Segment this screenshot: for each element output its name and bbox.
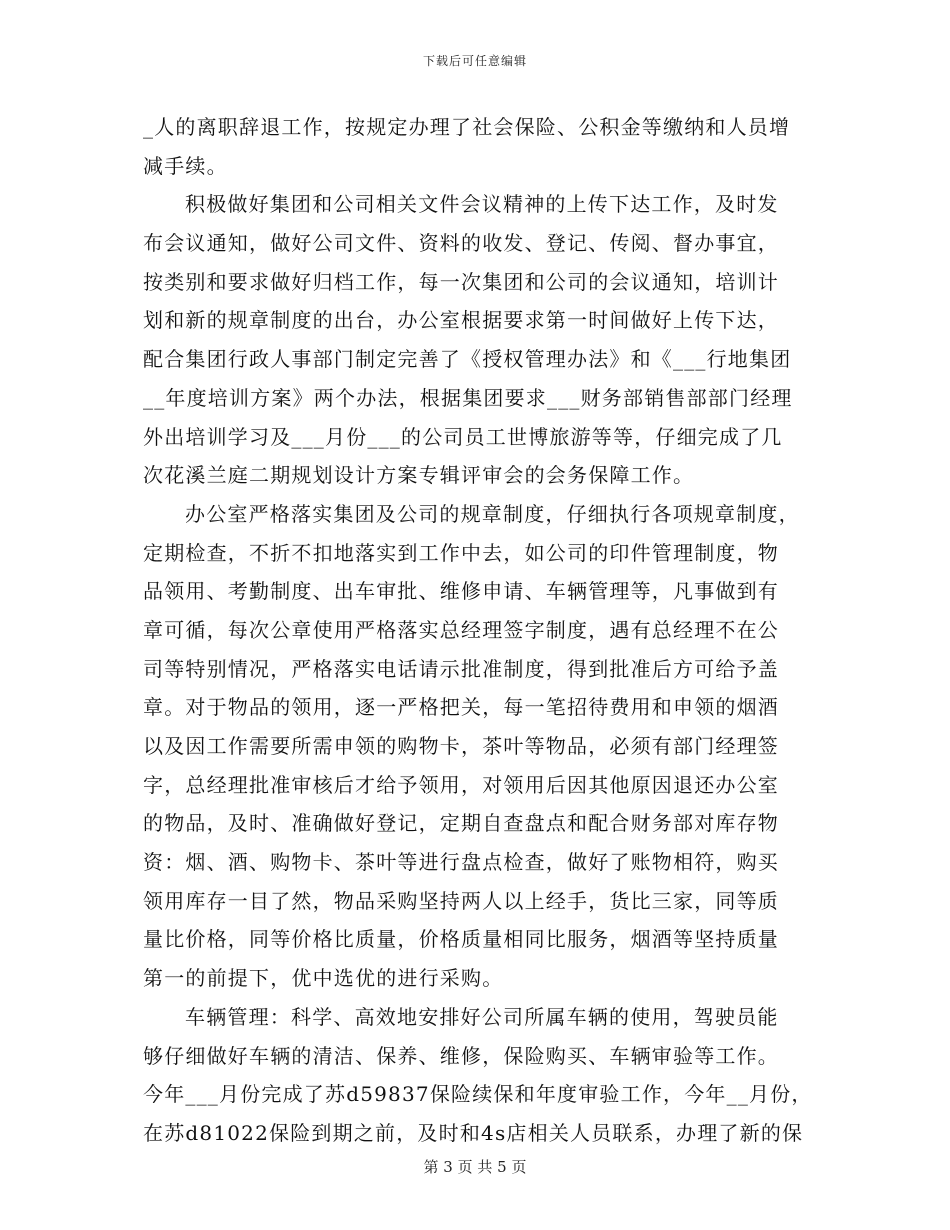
paragraph-start-line: 车辆管理：科学、高效地安排好公司所属车辆的使用，驾驶员能 <box>185 1004 779 1029</box>
text-line: 够仔细做好车辆的清洁、保养、维修，保险购买、车辆审验等工作。 <box>143 1043 779 1068</box>
text-line: __年度培训方案》两个办法，根据集团要求___财务部销售部部门经理 <box>143 385 793 410</box>
text-line: 今年___月份完成了苏d59837保险续保和年度审验工作，今年__月份， <box>143 1082 813 1107</box>
text-line: _人的离职辞退工作，按规定办理了社会保险、公积金等缴纳和人员增 <box>143 115 791 139</box>
document-body <box>143 108 815 1153</box>
text-line: 配合集团行政人事部门制定完善了《授权管理办法》和《___行地集团 <box>143 347 792 372</box>
text-line: 按类别和要求做好归档工作，每一次集团和公司的会议通知，培训计 <box>143 269 779 294</box>
paragraph-start-line: 积极做好集团和公司相关文件会议精神的上传下达工作，及时发 <box>185 192 779 217</box>
text-line: 以及因工作需要所需申领的购物卡，茶叶等物品，必须有部门经理签 <box>143 734 779 758</box>
text-line: 划和新的规章制度的出台，办公室根据要求第一时间做好上传下达， <box>143 308 779 333</box>
text-line: 次花溪兰庭二期规划设计方案专辑评审会的会务保障工作。 <box>143 463 695 488</box>
text-line: 减手续。 <box>143 153 228 178</box>
text-line: 第一的前提下，优中选优的进行采购。 <box>143 966 504 991</box>
text-line: 的物品，及时、准确做好登记，定期自查盘点和配合财务部对库存物 <box>143 811 779 836</box>
text-line: 在苏d81022保险到期之前，及时和4s店相关人员联系，办理了新的保 <box>143 1120 804 1145</box>
text-line: 章。对于物品的领用，逐一严格把关，每一笔招待费用和申领的烟酒 <box>143 695 779 720</box>
text-line: 布会议通知，做好公司文件、资料的收发、登记、传阅、督办事宜， <box>143 231 779 256</box>
text-line: 定期检查，不折不扣地落实到工作中去，如公司的印件管理制度，物 <box>143 540 779 565</box>
text-line: 章可循，每次公章使用严格落实总经理签字制度，遇有总经理不在公 <box>143 617 779 642</box>
text-line: 领用库存一目了然，物品采购坚持两人以上经手，货比三家，同等质 <box>143 888 779 913</box>
text-line: 司等特别情况，严格落实电话请示批准制度，得到批准后方可给予盖 <box>143 656 779 681</box>
text-line: 资：烟、酒、购物卡、茶叶等进行盘点检查，做好了账物相符，购买 <box>143 850 779 875</box>
paragraph-start-line: 办公室严格落实集团及公司的规章制度，仔细执行各项规章制度， <box>185 501 800 526</box>
page-number-footer: 第 3 页 共 5 页 <box>423 1158 527 1176</box>
text-line: 量比价格，同等价格比质量，价格质量相同比服务，烟酒等坚持质量 <box>143 927 779 952</box>
text-line: 品领用、考勤制度、出车审批、维修申请、车辆管理等，凡事做到有 <box>143 579 779 604</box>
text-line: 外出培训学习及___月份___的公司员工世博旅游等等，仔细完成了几 <box>143 424 783 449</box>
text-line: 字，总经理批准审核后才给予领用，对领用后因其他原因退还办公室 <box>143 772 779 797</box>
page-header: 下载后可任意编辑 <box>422 54 527 68</box>
